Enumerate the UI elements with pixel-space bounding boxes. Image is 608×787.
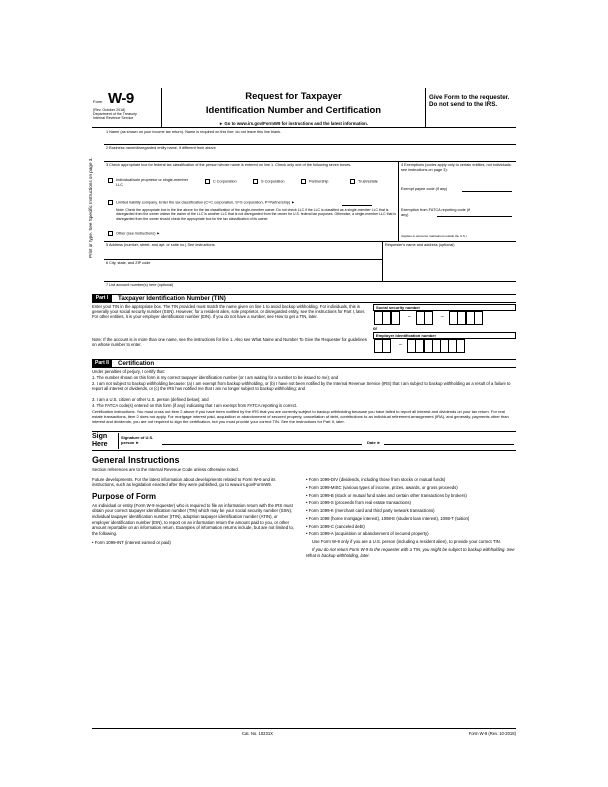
part2-title: Certification	[118, 360, 155, 367]
give-form-notice: Give Form to the requester. Do not send to the IRS.	[429, 94, 510, 108]
bullet-1099-b: • Form 1099-B (stock or mutual fund sales and certain other transactions by brokers)	[306, 492, 467, 498]
revision-date: (Rev. October 2018)	[93, 108, 126, 112]
divider	[104, 161, 516, 162]
general-instructions-text: Section references are to the Internal Revenue Code unless otherwise noted.	[92, 467, 239, 472]
use-form-text: Use Form W-9 only if you are a U.S. person (including a resident alien), to provide your correct TIN.	[312, 539, 501, 545]
line2-label: 2 Business name/disregarded entity name, if different from above	[106, 146, 216, 150]
w9-form-page	[88, 88, 516, 738]
line7-label: 7 List account number(s) here (optional)	[106, 283, 174, 287]
exempt-payee-field[interactable]	[462, 191, 512, 192]
ein-label: Employer identification number	[373, 332, 516, 339]
requester-label: Requester's name and address (optional)	[385, 243, 455, 247]
divider	[92, 431, 516, 432]
cert-item-1: 1. The number shown on this form is my correct taxpayer identification number (or I am waiting for a number to be issued to me); and	[92, 375, 339, 380]
divider	[104, 281, 516, 282]
exempt-payee-label: Exempt payee code (if any)	[401, 187, 448, 191]
bullet-1099-a: • Form 1099-A (acquisition or abandonment of secured property)	[306, 531, 429, 537]
scorp-checkbox-label: S Corporation	[261, 179, 285, 184]
trust-checkbox-label: Trust/estate	[358, 179, 378, 184]
line3-label: 3 Check appropriate box for federal tax classification of the person whose name is entered on line 1. Check only one of the following seven boxes.	[106, 163, 352, 167]
part1-header	[92, 294, 516, 303]
part1-title: Taxpayer Identification Number (TIN)	[118, 295, 226, 302]
partnership-checkbox[interactable]	[301, 179, 306, 184]
trust-checkbox[interactable]	[350, 179, 355, 184]
checkbox-trust-row[interactable]	[350, 179, 378, 184]
checkbox-ccorp-row[interactable]	[205, 179, 237, 184]
divider	[104, 241, 516, 242]
ccorp-checkbox[interactable]	[205, 179, 210, 184]
divider	[104, 144, 516, 145]
form-meta	[93, 108, 137, 121]
ssn-dash-1: –	[408, 314, 411, 320]
if-not-return-text: If you do not return Form W-9 to the requester with a TIN, you might be subject to backup withholding. See What is backup withholding, later.	[306, 547, 515, 558]
applies-note: (Applies to accounts maintained outside the U.S.)	[401, 234, 467, 238]
cert-intro: Under penalties of perjury, I certify that:	[92, 369, 165, 374]
form-number: W-9	[108, 90, 134, 107]
other-checkbox[interactable]	[108, 231, 113, 236]
ssn-field-part3[interactable]	[450, 311, 483, 325]
purpose-text: An individual or entity (Form W-9 requester) who is required to file an information return with the IRS must obtain your correct taxpayer identification number (TIN) which may be your social security number (SSN), individual taxpayer identification number (ITIN), adoption taxpayer identification number (ATIN), or employer identification number (EIN), to report on an information return the amount paid to you, or other amount reportable on an information return. Examples of information returns include, but are not limited to, the following.	[92, 502, 295, 536]
part2-header	[92, 359, 516, 368]
ssn-field-part2[interactable]	[417, 311, 433, 325]
bullet-1098: • Form 1098 (home mortgage interest), 1098-E (student loan interest), 1098-T (tuition)	[306, 515, 470, 521]
individual-checkbox[interactable]	[108, 178, 113, 183]
line5-label: 5 Address (number, street, and apt. or suite no.) See instructions.	[106, 243, 216, 247]
bullet-1099-int: • Form 1099-INT (interest earned or paid)	[92, 540, 171, 546]
line6-label: 6 City, state, and ZIP code	[106, 261, 151, 265]
divider	[382, 241, 383, 281]
form-title-block	[162, 88, 426, 128]
bullet-1099-k: • Form 1099-K (merchant card and third party network transactions)	[306, 508, 435, 514]
date-field[interactable]	[384, 444, 514, 445]
form-header	[92, 88, 516, 128]
part1-note: Note: If the account is in more than one name, see the instructions for line 1. Also see What Name and Number To Give the Requester for guidelines on whose number to enter.	[92, 337, 367, 348]
divider	[92, 450, 516, 451]
other-checkbox-label: Other (see instructions) ►	[116, 231, 161, 236]
llc-classification-field[interactable]	[342, 205, 372, 206]
ein-dash: –	[399, 342, 402, 348]
department-line2: Internal Revenue Service	[93, 116, 134, 121]
ccorp-checkbox-label: C Corporation	[213, 179, 237, 184]
side-instructions-label: Print or type. See Specific Instructions on page 3.	[88, 157, 93, 258]
divider	[398, 161, 399, 241]
bullet-1099-c: • Form 1099-C (canceled debt)	[306, 523, 365, 529]
line4-label: 4 Exemptions (codes apply only to certain entities, not individuals; see instructions on page 3):	[401, 163, 512, 172]
or-label: or	[373, 326, 378, 331]
page-footer	[92, 728, 516, 736]
partnership-checkbox-label: Partnership	[309, 179, 329, 184]
bullet-1099-misc: • Form 1099-MISC (various types of income, prizes, awards, or gross proceeds)	[306, 484, 458, 490]
ein-field-part1[interactable]	[375, 339, 391, 353]
ssn-dash-2: –	[441, 314, 444, 320]
department-line1: Department of the Treasury	[93, 112, 137, 117]
part2-tag: Part II	[92, 360, 112, 368]
ssn-field-part1[interactable]	[375, 311, 400, 325]
bullet-1099-div: • Form 1099-DIV (dividends, including those from stocks or mutual funds)	[306, 477, 446, 482]
cert-item-3: 3. I am a U.S. citizen or other U.S. person (defined below); and	[92, 397, 209, 402]
individual-checkbox-label: Individual/sole proprietor or single-member LLC	[116, 178, 188, 187]
fatca-label: Exemption from FATCA reporting code (if any)	[401, 208, 470, 217]
bullet-1099-s: • Form 1099-S (proceeds from real estate transactions)	[306, 500, 411, 506]
form-title-line2: Identification Number and Certification	[205, 105, 382, 116]
general-instructions-heading: General Instructions	[92, 455, 180, 465]
checkbox-llc-row[interactable]	[108, 200, 295, 205]
line1-label: 1 Name (as shown on your income tax return). Name is required on this line; do not leave this line blank.	[106, 130, 282, 134]
checkbox-individual-row[interactable]	[108, 178, 194, 187]
llc-checkbox[interactable]	[108, 200, 113, 205]
checkbox-partnership-row[interactable]	[301, 179, 328, 184]
scorp-checkbox[interactable]	[253, 179, 258, 184]
goto-instructions: ► Go to www.irs.gov/FormW9 for instructions and the latest information.	[218, 121, 368, 126]
future-developments-text: Future developments. For the latest information about developments related to Form W-9 and its instructions, such as legislation enacted after they were published, go to www.irs.gov/FormW9.	[92, 476, 276, 488]
ssn-label: Social security number	[373, 304, 516, 311]
form-label: Form	[93, 99, 103, 104]
instructions-right-column	[306, 477, 516, 560]
purpose-heading: Purpose of Form	[92, 491, 157, 501]
signature-label: Signature of U.S. person ►	[121, 435, 154, 445]
checkbox-other-row[interactable]	[108, 231, 160, 236]
form-title-line1: Request for Taxpayer	[245, 91, 342, 102]
instructions-left-column	[92, 455, 296, 548]
cert-instructions: Certification instructions. You must cross out item 2 above if you have been notified by the IRS that you are currently subject to backup withholding because you have failed to report all interest and dividends on your tax return. For real estate transactions, item 2 does not apply. For mortgage interest paid, acquisition or abandonment of secured property, cancellation of debt, contributions to an individual retirement arrangement (IRA), and generally, payments other than interest and dividends, you are not required to sign the certification, but you must provide your correct TIN. See the instructions for Part II, later.	[92, 409, 509, 424]
llc-checkbox-label: Limited liability company. Enter the tax classification (C=C corporation, S=S corporation, P=Partnership) ►	[116, 200, 295, 205]
catalog-number: Cat. No. 10231X	[242, 731, 273, 736]
part1-text: Enter your TIN in the appropriate box. The TIN provided must match the name given on line 1 to avoid backup withholding. For individuals, this is generally your social security number (SSN). However, for a resident alien, sole proprietor, or disregarded entity, see the instructions for Part I, later. For other entities, it is your employer identification number (EIN). If you do not have a number, see How to get a TIN, later.	[92, 304, 366, 320]
fatca-field[interactable]	[437, 216, 512, 217]
checkbox-scorp-row[interactable]	[253, 179, 284, 184]
cert-item-4: 4. The FATCA code(s) entered on this form (if any) indicating that I am exempt from FATCA reporting is correct.	[92, 403, 298, 408]
ein-field-part2[interactable]	[408, 339, 465, 353]
part1-tag: Part I	[92, 295, 112, 303]
date-label: Date ►	[367, 440, 381, 445]
llc-note: Note: Check the appropriate box in the line above for the tax classification of the single-member owner. Do not check LLC if the LLC is classified as a single-member LLC that is disregarded from the owner unless the owner of the LLC is another LLC that is not disregarded from the owner for U.S. federal tax purposes. Otherwise, a single-member LLC that is disregarded from the owner should check the appropriate box for the tax classification of its owner.	[116, 208, 396, 221]
sign-here-label: Sign Here	[92, 433, 108, 448]
cert-item-2: 2. I am not subject to backup withholding because: (a) I am exempt from backup withholding, or (b) I have not been notified by the Internal Revenue Service (IRS) that I am subject to backup withholding as a result of a failure to report all interest or dividends, or (c) the IRS has notified me that I am no longer subject to backup withholding; and	[92, 381, 511, 391]
divider	[118, 433, 119, 449]
form-id-block	[92, 88, 162, 128]
divider	[104, 259, 382, 260]
footer-form-id: Form W-9 (Rev. 10-2018)	[468, 731, 516, 736]
signature-field[interactable]	[162, 444, 362, 445]
